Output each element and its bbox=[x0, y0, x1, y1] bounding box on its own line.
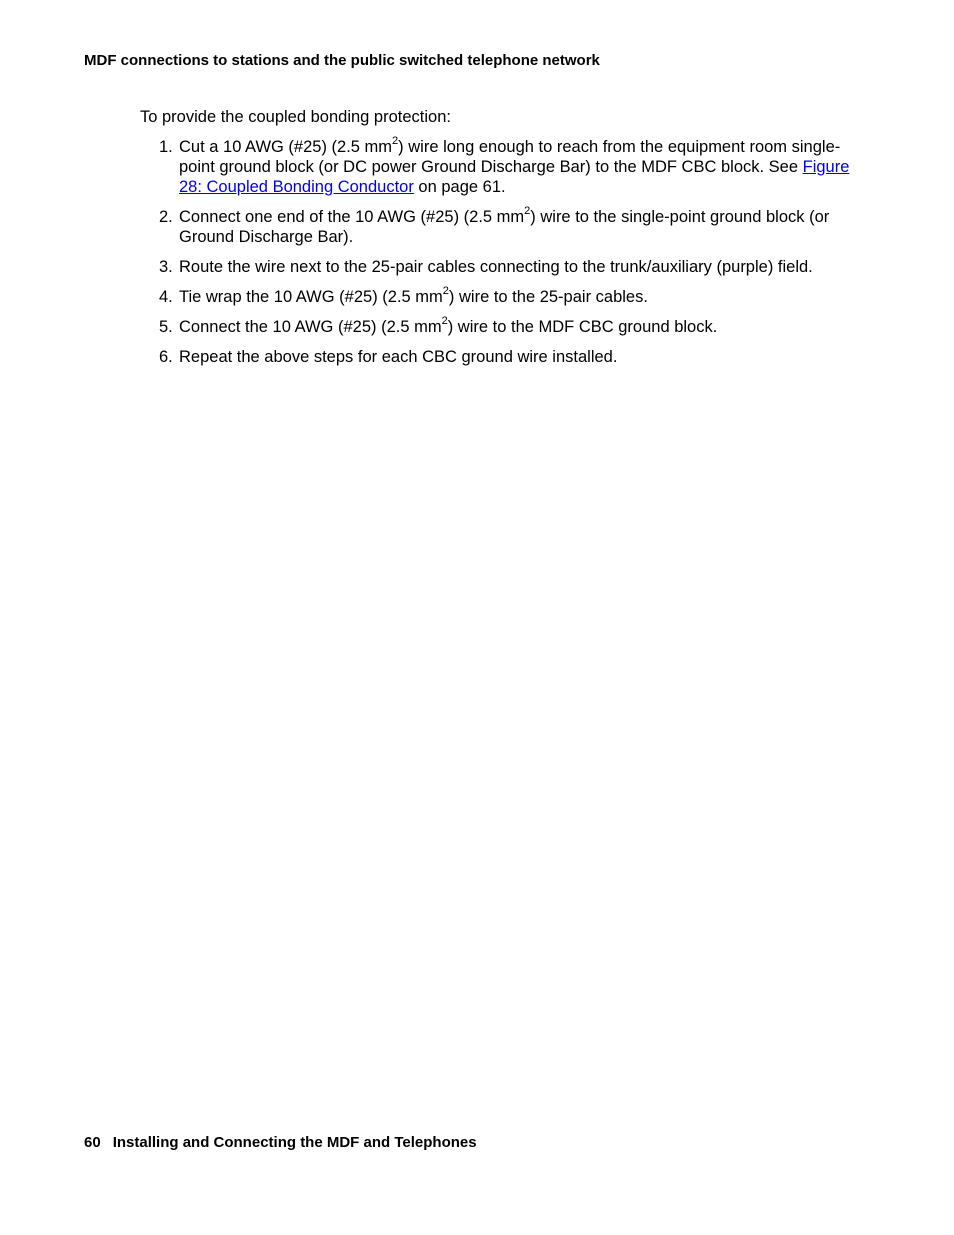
footer-title: Installing and Connecting the MDF and Telephones bbox=[112, 1134, 477, 1151]
step-number: 5. bbox=[159, 318, 173, 336]
superscript: 2 bbox=[441, 314, 448, 327]
step-text-part: ) wire long enough to reach from the equipment room single-point ground block (or DC power Ground Discharge Bar) to the MDF CBC block. See bbox=[179, 138, 841, 176]
step-text-part: Tie wrap the 10 AWG (#25) (2.5 mm bbox=[179, 288, 443, 306]
step-text-part: ) wire to the MDF CBC ground block. bbox=[447, 318, 718, 336]
step-number: 4. bbox=[159, 288, 173, 306]
step-4 bbox=[159, 284, 871, 307]
superscript: 2 bbox=[524, 204, 531, 217]
step-text bbox=[179, 284, 871, 307]
step-text-part: ) wire to the single-point ground block (or Ground Discharge Bar). bbox=[179, 208, 830, 246]
step-text-part: Connect one end of the 10 AWG (#25) (2.5 mm bbox=[179, 208, 525, 226]
superscript: 2 bbox=[442, 284, 449, 297]
step-1 bbox=[159, 134, 871, 197]
step-text-part: Connect the 10 AWG (#25) (2.5 mm bbox=[179, 318, 442, 336]
step-text-part: ) wire to the 25-pair cables. bbox=[448, 288, 648, 306]
step-number: 2. bbox=[159, 208, 173, 226]
step-number: 1. bbox=[159, 138, 173, 156]
running-footer bbox=[84, 1134, 477, 1151]
procedure-steps bbox=[159, 134, 871, 377]
page-number: 60 bbox=[84, 1134, 101, 1151]
step-number: 6. bbox=[159, 348, 173, 366]
step-text bbox=[179, 134, 871, 197]
step-text bbox=[179, 314, 871, 337]
running-header: MDF connections to stations and the public switched telephone network bbox=[84, 52, 600, 69]
step-text: Repeat the above steps for each CBC ground wire installed. bbox=[179, 348, 618, 366]
step-text: Route the wire next to the 25-pair cables connecting to the trunk/auxiliary (purple) field. bbox=[179, 258, 813, 276]
step-number: 3. bbox=[159, 258, 173, 276]
step-2 bbox=[159, 204, 871, 247]
step-text-part: on page 61. bbox=[413, 178, 506, 196]
step-text-part: Cut a 10 AWG (#25) (2.5 mm bbox=[179, 138, 393, 156]
step-5 bbox=[159, 314, 871, 337]
step-text bbox=[179, 204, 871, 247]
step-3 bbox=[159, 257, 871, 277]
superscript: 2 bbox=[392, 134, 399, 147]
intro-paragraph: To provide the coupled bonding protection: bbox=[140, 108, 451, 126]
step-6 bbox=[159, 347, 871, 367]
figure-28-link[interactable]: Figure 28: Coupled Bonding Conductor bbox=[179, 158, 850, 196]
